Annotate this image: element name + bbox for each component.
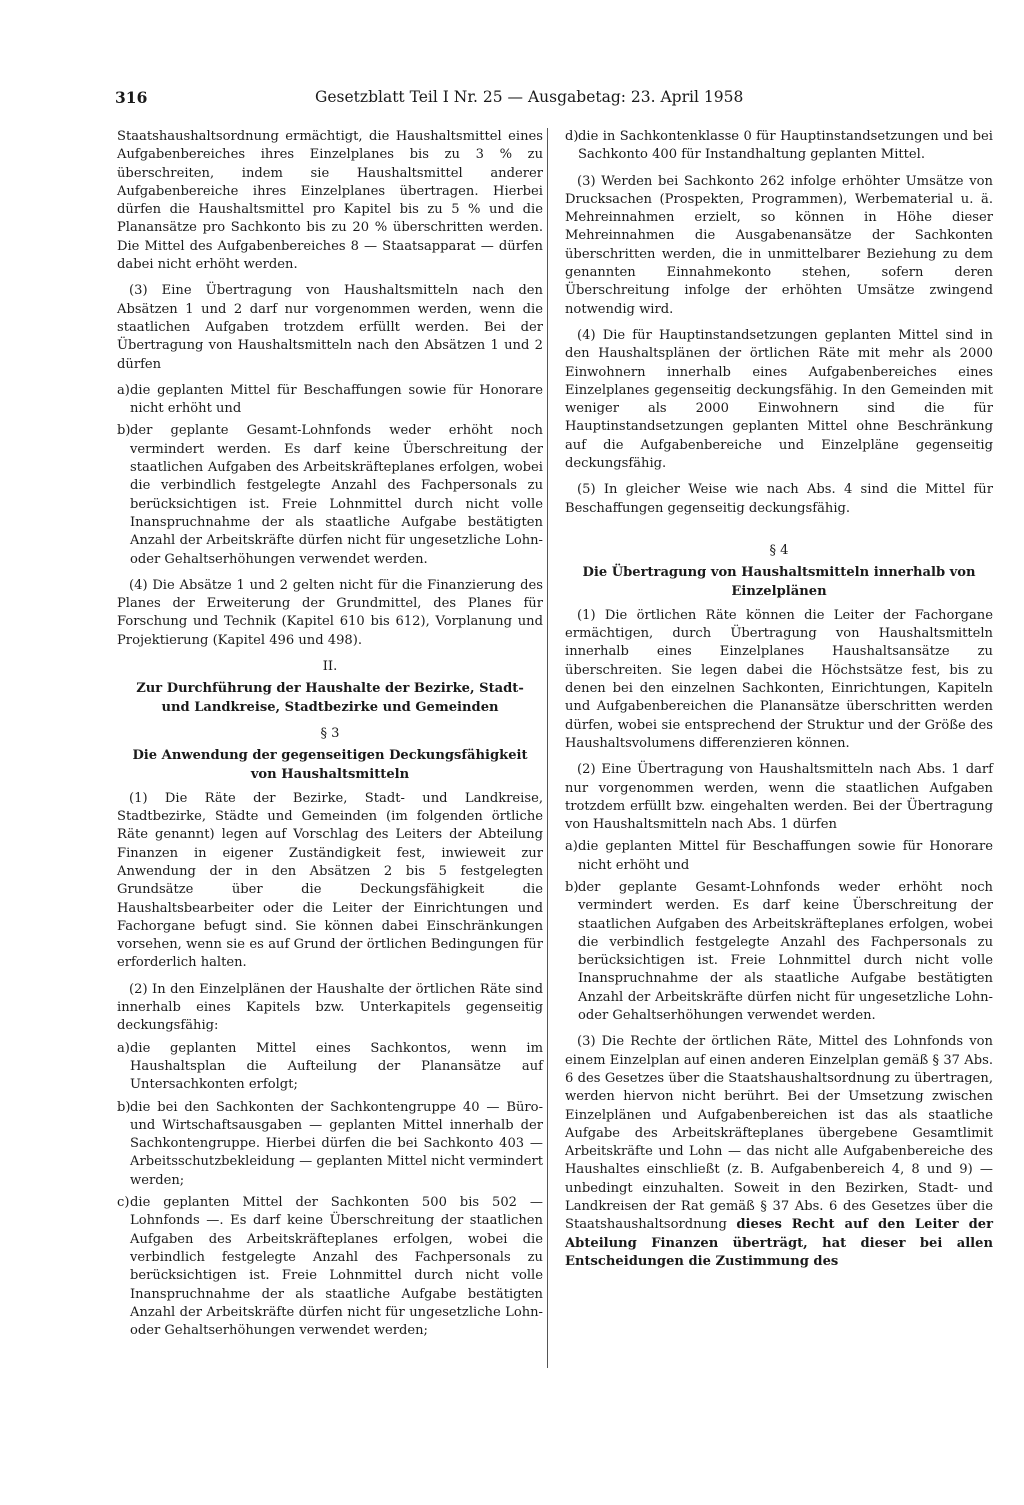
paragraph: (2) Eine Übertragung von Haushaltsmitteln nach Abs. 1 darf nur vorgenommen werden, wenn die staatlichen Aufgaben trotzdem erfüllt bzw. eingehalten werden. Bei der Übertragung von Haushaltsmitteln nach Abs. 1 dürfen [565, 762, 993, 833]
item-label: a) [117, 382, 130, 398]
paragraph: (2) In den Einzelplänen der Haushalte der örtlichen Räte sind innerhalb eines Kapitels bzw. Unterkapitels gegenseitig deckungsfähig: [117, 981, 543, 1034]
paragraph: Staatshaushaltsordnung ermächtigt, die Haushaltsmittel eines Aufgabenbereiches ihres Einzelplanes bis zu 3 % zu überschreiten, indem sie Haushaltsmittel anderer Aufgabenbereiche ihres Einzelplanes übertragen. Hierbei dürfen die Haushaltsmittel pro Kapitel bis zu 5 % und die Planansätze pro Sachkonto bis zu 20 % überschritten werden. Die Mittel des Aufgabenbereiches 8 — Staatsapparat — dürfen dabei nicht erhöht werden. [117, 129, 543, 273]
part-number: II. [322, 659, 338, 675]
list-item [117, 1099, 543, 1190]
list-item [565, 879, 993, 1025]
paragraph: (4) Die Absätze 1 und 2 gelten nicht für die Finanzierung des Planes der Erweiterung der Grundmittel, des Planes für Forschung und Technik (Kapitel 610 bis 612), Vorplanung und Projektierung (Kapitel 496 und 498). [117, 577, 543, 648]
right-column [565, 128, 993, 1279]
list-item [117, 422, 543, 568]
list-item [565, 128, 993, 165]
section-heading: Die Anwendung der gegenseitigen Deckungsfähigkeit von Haushaltsmitteln [132, 748, 528, 782]
paragraph: (4) Die für Hauptinstandsetzungen geplanten Mittel sind in den Haushaltsplänen der örtlichen Räte mit mehr als 2000 Einwohnern innerhalb eines Aufgabenbereiches eines Einzelplanes gegenseitig deckungsfähig. In den Gemeinden mit weniger als 2000 Einwohnern sind die für Hauptinstandsetzungen geplanten Mittel ohne Beschränkung auf die Aufgabenbereiche und Einzelpläne gegenseitig deckungsfähig. [565, 327, 993, 472]
item-text: die geplanten Mittel der Sachkonten 500 bis 502 — Lohnfonds —. Es darf keine Überschreitung der staatlichen Aufgaben des Arbeitskräfteplanes erfolgen, wobei die verbindlich festgelegte Anzahl des Fachpersonals zu berücksichtigen ist. Freie Lohnmittel durch nicht volle Inanspruchnahme der als staatliche Aufgabe bestätigten Anzahl der Arbeitskräfte dürfen nicht für ungesetzliche Lohn- oder Gehaltserhöhungen verwendet werden; [130, 1195, 543, 1339]
left-column [117, 128, 543, 1344]
page-header [115, 88, 984, 114]
item-label: a) [565, 839, 578, 855]
paragraph: (3) Eine Übertragung von Haushaltsmitteln nach den Absätzen 1 und 2 darf nur vorgenommen werden, wenn die staatlichen Aufgaben trotzdem erfüllt werden. Bei der Übertragung von Haushaltsmitteln nach den Absätzen 1 und 2 dürfen [117, 283, 543, 372]
section-heading: Die Übertragung von Haushaltsmitteln innerhalb von Einzelplänen [582, 565, 976, 599]
paragraph-bold-text: dieses Recht auf den Leiter der Abteilung Finanzen überträgt, hat dieser bei allen Entscheidungen die Zustimmung des [565, 1217, 993, 1269]
paragraph: (1) Die örtlichen Räte können die Leiter der Fachorgane ermächtigen, durch Übertragung von Haushaltsmitteln innerhalb eines Einzelplanes Haushaltsansätze zu überschreiten. Sie legen dabei die Höchstsätze fest, bis zu denen bei den einzelnen Sachkonten, Einrichtungen, Kapiteln und Aufgabenbereichen die Planansätze überschritten werden dürfen, wobei sie entsprechend der Struktur und der Größe des Haushaltsvolumens differenzieren können. [565, 607, 993, 751]
paragraph: (5) In gleicher Weise wie nach Abs. 4 sind die Mittel für Beschaffungen gegenseitig deckungsfähig. [565, 482, 993, 516]
page-number: 316 [115, 88, 148, 107]
list-item [117, 1040, 543, 1095]
item-label: b) [117, 1099, 131, 1115]
item-label: b) [117, 423, 131, 439]
item-text: die bei den Sachkonten der Sachkontengruppe 40 — Büro- und Wirtschaftsausgaben — geplanten Mittel innerhalb der Sachkontengruppe. Hierbei dürfen die bei Sachkonto 403 — Arbeitsschutzbekleidung — geplanten Mittel nicht vermindert werden; [130, 1099, 543, 1188]
part-heading: Zur Durchführung der Haushalte der Bezirke, Stadt- und Landkreise, Stadtbezirke und Gemeinden [136, 681, 524, 715]
section-number: § 4 [769, 542, 789, 558]
list-item [117, 382, 543, 419]
list-item [565, 838, 993, 875]
item-text: der geplante Gesamt-Lohnfonds weder erhöht noch vermindert werden. Es darf keine Überschreitung der staatlichen Aufgaben des Arbeitskräfteplanes erfolgen, wobei die verbindlich festgelegte Anzahl des Fachpersonals zu berücksichtigen ist. Freie Lohnmittel durch nicht volle Inanspruchnahme der als staatliche Aufgabe bestätigten Anzahl der Arbeitskräfte dürfen nicht für ungesetzliche Lohn- oder Gehaltserhöhungen verwendet werden. [578, 879, 993, 1024]
paragraph [565, 1033, 993, 1271]
paragraph: (1) Die Räte der Bezirke, Stadt- und Landkreise, Stadtbezirke, Städte und Gemeinden (im folgenden örtliche Räte genannt) legen auf Vorschlag des Leiters der Abteilung Finanzen in eigener Zuständigkeit fest, inwieweit zur Anwendung der in den Absätzen 2 bis 5 festgelegten Grundsätze über die Deckungsfähigkeit die Haushaltsbearbeiter oder die Leiter der Einrichtungen und Fachorgane befugt sind. Sie können dabei Einschränkungen vorsehen, wenn sie es auf Grund der örtlichen Bedingungen für erforderlich halten. [117, 790, 543, 971]
item-text: der geplante Gesamt-Lohnfonds weder erhöht noch vermindert werden. Es darf keine Überschreitung der staatlichen Aufgaben des Arbeitskräfteplanes erfolgen, wobei die verbindlich festgelegte Anzahl des Fachpersonals zu berücksichtigen ist. Freie Lohnmittel durch nicht volle Inanspruchnahme der als staatliche Aufgabe bestätigten Anzahl der Arbeitskräfte dürfen nicht für ungesetzliche Lohn- oder Gehaltserhöhungen verwendet werden. [130, 423, 543, 567]
item-text: die geplanten Mittel für Beschaffungen sowie für Honorare nicht erhöht und [130, 382, 543, 417]
item-label: c) [117, 1195, 130, 1211]
column-divider [547, 128, 548, 1368]
header-title: Gesetzblatt Teil I Nr. 25 — Ausgabetag: 23. April 1958 [315, 88, 744, 106]
list-item [117, 1194, 543, 1340]
section-number: § 3 [320, 725, 340, 741]
item-label: d) [565, 129, 579, 144]
item-text: die geplanten Mittel eines Sachkontos, wenn im Haushaltsplan die Aufteilung der Planansätze auf Untersachkonten erfolgt; [130, 1040, 543, 1093]
item-text: die geplanten Mittel für Beschaffungen sowie für Honorare nicht erhöht und [578, 839, 993, 873]
item-label: a) [117, 1040, 130, 1056]
paragraph: (3) Werden bei Sachkonto 262 infolge erhöhter Umsätze von Drucksachen (Prospekten, Programmen), Werbematerial u. ä. Mehreinnahmen erzielt, so können in Höhe dieser Mehreinnahmen die Ausgabenansätze der Sachkonten überschritten werden, die in unmittelbarer Beziehung zu dem genannten Einnahmekonto stehen, sofern deren Überschreitung infolge der erhöhten Umsätze zwingend notwendig wird. [565, 173, 993, 317]
item-label: b) [565, 879, 579, 895]
item-text: die in Sachkontenklasse 0 für Hauptinstandsetzungen und bei Sachkonto 400 für Instandhaltung geplanten Mittel. [578, 129, 993, 163]
paragraph-text: (3) Die Rechte der örtlichen Räte, Mittel des Lohnfonds von einem Einzelplan auf einen anderen Einzelplan gemäß § 37 Abs. 6 des Gesetzes über die Staatshaushaltsordnung zu übertragen, werden hiervon nicht berührt. Bei der Umsetzung zwischen Einzelplänen und Aufgabenbereichen ist das als staatliche Aufgabe des Arbeitskräfteplanes übergebene Gesamtlimit Arbeitskräfte und Lohn — das nicht alle Aufgabenbereiche des Haushaltes einschließt (z. B. Aufgabenbereich 4, 8 und 9) — unbedingt einzuhalten. Soweit in den Bezirken, Stadt- und Landkreisen der Rat gemäß § 37 Abs. 6 des Gesetzes über die Staatshaushaltsordnung [565, 1034, 993, 1233]
